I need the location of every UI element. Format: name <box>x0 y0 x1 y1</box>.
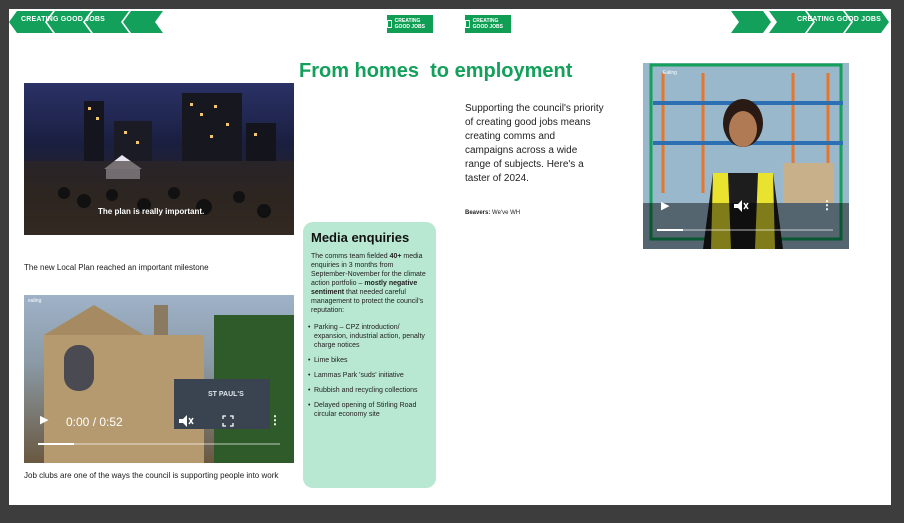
more-options-icon[interactable]: ⋮ <box>821 198 833 212</box>
video-subtitle: The plan is really important. <box>98 207 205 216</box>
video-progress-fill <box>657 229 683 231</box>
logo-mark-icon <box>387 20 392 28</box>
creating-good-jobs-logo <box>387 15 433 33</box>
text-run-bold: mostly negative sentiment <box>311 280 418 296</box>
text-run-bold: 40+ <box>389 253 402 260</box>
creating-good-jobs-logo <box>465 15 511 33</box>
logo-mark-icon <box>465 20 470 28</box>
list-item: • Parking – CPZ introduction/ expansion, industrial action, penalty charge notices <box>311 323 428 350</box>
text-run: The comms team fielded <box>311 253 390 260</box>
text-run: that needed careful management to protect the council's reputation: <box>311 289 424 314</box>
sign-text: ST PAUL'S <box>208 391 244 398</box>
chevron-shape <box>731 11 771 33</box>
logo-text: CREATING GOOD JOBS <box>394 18 425 30</box>
video-progress-fill <box>38 443 74 445</box>
mute-icon[interactable] <box>178 414 194 428</box>
beavers-note <box>465 210 520 216</box>
list-item: • Lammas Park 'suds' initiative <box>311 371 428 380</box>
job-clubs-video[interactable] <box>24 295 294 463</box>
enquiries-list <box>311 323 428 419</box>
beavers-label: Beavers: <box>465 210 491 216</box>
local-plan-video[interactable] <box>24 83 294 235</box>
logo-text: CREATING GOOD JOBS <box>472 18 503 30</box>
play-icon[interactable]: ▶ <box>661 200 670 212</box>
beavers-text: We've WH <box>490 210 521 216</box>
local-plan-caption: The new Local Plan reached an important milestone <box>24 263 209 272</box>
chevron-shape <box>123 11 163 33</box>
media-enquiries-card <box>303 222 436 488</box>
left-banner-text: CREATING GOOD JOBS <box>21 16 105 23</box>
warehouse-worker-image <box>643 63 849 249</box>
play-icon[interactable]: ▶ <box>40 414 49 426</box>
right-banner-text: CREATING GOOD JOBS <box>797 16 881 23</box>
church-building-image <box>24 295 294 463</box>
corner-label: Ealing <box>663 70 677 76</box>
intro-text: Supporting the council's priority of creating good jobs means creating comms and campaigns across a wide range of subjects. Here's a taster of 2024. <box>465 103 604 184</box>
fullscreen-icon[interactable] <box>222 415 234 427</box>
corner-label: ealing <box>28 298 42 304</box>
mute-icon[interactable] <box>733 199 749 213</box>
warehouse-video[interactable] <box>643 63 849 249</box>
video-progress-bar[interactable] <box>38 443 280 445</box>
job-clubs-caption: Job clubs are one of the ways the council is supporting people into work <box>24 471 279 480</box>
text-run: media enquiries in 3 months from September-November for the climate action portfolio – <box>311 253 426 287</box>
video-time: 0:00 / 0:52 <box>66 415 123 429</box>
enquiries-heading: Media enquiries <box>311 230 410 245</box>
list-item: • Lime bikes <box>311 356 428 365</box>
list-item: • Rubbish and recycling collections <box>311 386 428 395</box>
enquiries-paragraph <box>311 252 428 315</box>
list-item: • Delayed opening of Stirling Road circular economy site <box>311 401 428 419</box>
page-title: From homes to employment <box>299 60 573 82</box>
more-options-icon[interactable]: ⋮ <box>269 413 281 427</box>
slide <box>9 9 891 505</box>
video-progress-bar[interactable] <box>657 229 833 231</box>
